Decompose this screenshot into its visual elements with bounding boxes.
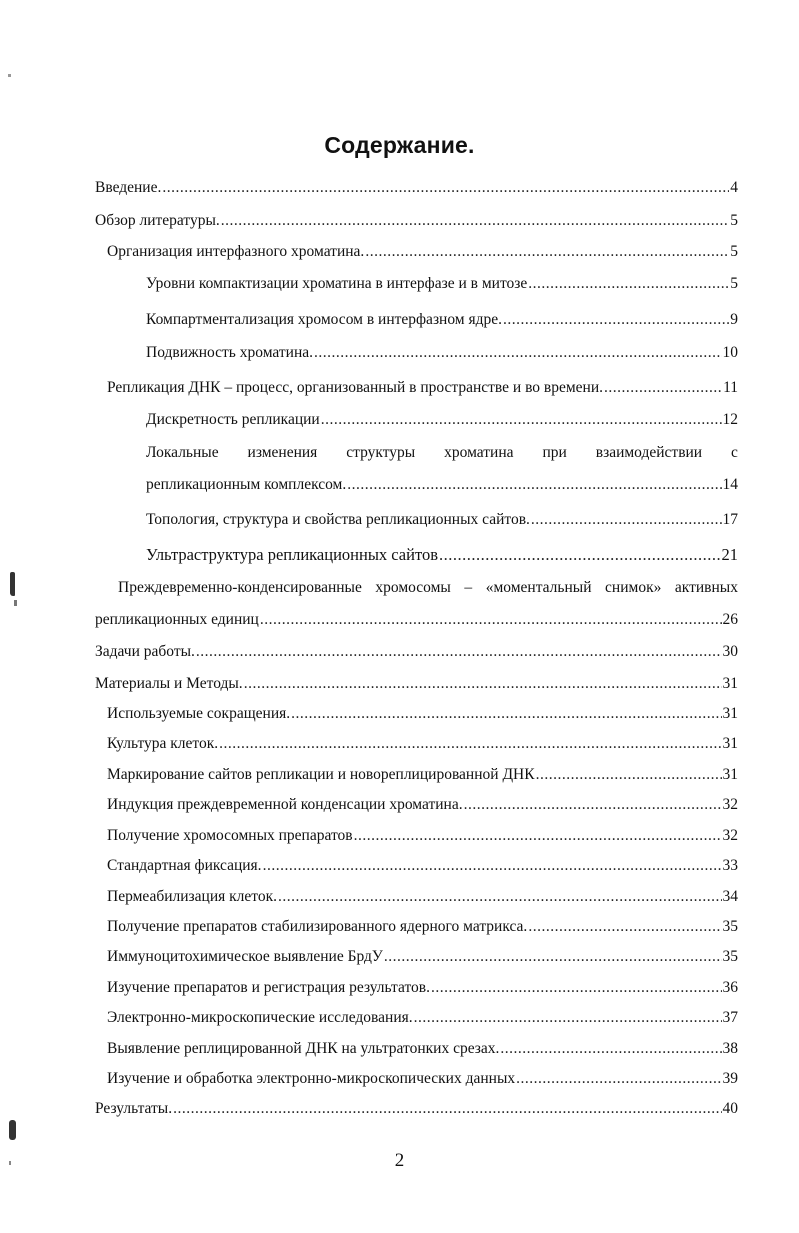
toc-entry-pcc-induction[interactable] — [107, 795, 738, 815]
word: – — [464, 579, 473, 596]
toc-entry-title: Ультраструктура репликационных сайтов — [146, 545, 438, 564]
toc-entry-page: 17 — [722, 511, 738, 528]
toc-entry-page: 5 — [730, 243, 738, 260]
toc-entry-page: 34 — [722, 888, 738, 905]
toc-entry-page: 32 — [722, 796, 738, 813]
toc-entry-page: 4 — [730, 179, 738, 196]
toc-entry-page: 31 — [722, 675, 738, 692]
toc-entry-page: 9 — [730, 311, 738, 328]
scan-speck — [14, 600, 17, 606]
dot-leader — [278, 887, 721, 907]
dot-leader — [528, 274, 729, 294]
toc-entry-pcc-line1 — [118, 578, 738, 598]
toc-entry-page: 10 — [722, 344, 738, 361]
toc-entry-local-changes[interactable] — [146, 475, 738, 495]
toc-entry-title: Организация интерфазного хроматина. — [107, 243, 365, 260]
toc-entry-page: 31 — [722, 735, 738, 752]
word: структуры — [346, 444, 416, 461]
dot-leader — [528, 917, 721, 937]
toc-entry-title: Компартментализация хромосом в интерфазном ядре. — [146, 311, 503, 328]
toc-entry-standard-fixation[interactable] — [107, 856, 738, 876]
toc-entry-em-data-processing[interactable] — [107, 1069, 738, 1089]
toc-entry-page: 31 — [722, 705, 738, 722]
toc-entry-title: Электронно-микроскопические исследования. — [107, 1009, 413, 1026]
toc-entry-title: Культура клеток. — [107, 735, 219, 752]
page-title: Содержание. — [324, 132, 475, 158]
toc-entry-title: Получение препаратов стабилизированного ядерного матрикса. — [107, 918, 528, 935]
toc-entry-replicated-dna[interactable] — [107, 1039, 738, 1059]
word: «моментальный — [485, 579, 592, 596]
dot-leader — [503, 310, 729, 330]
dot-leader — [464, 795, 722, 815]
toc-entry-page: 5 — [730, 212, 738, 229]
word: с — [731, 444, 738, 461]
toc-entry-title: Репликация ДНК – процесс, организованный в пространстве и во времени. — [107, 379, 604, 396]
dot-leader — [260, 610, 722, 630]
toc-entry-page: 36 — [722, 979, 738, 996]
dot-leader — [244, 674, 722, 694]
toc-entry-page: 40 — [722, 1100, 738, 1117]
word: хромосомы — [375, 579, 451, 596]
word: активных — [674, 579, 738, 596]
page-number: 2 — [394, 1150, 405, 1171]
word: при — [542, 444, 567, 461]
dot-leader — [219, 734, 721, 754]
toc-entry-results-registration[interactable] — [107, 978, 738, 998]
toc-entry-title: Результаты. — [95, 1100, 173, 1117]
toc-entry-title: Материалы и Методы. — [95, 675, 243, 692]
toc-entry-replication-sites-ultrastructure[interactable] — [146, 545, 738, 565]
word: снимок» — [605, 579, 662, 596]
toc-entry-page: 11 — [723, 379, 738, 396]
toc-entry-page: 38 — [722, 1040, 738, 1057]
toc-entry-pcc[interactable] — [95, 610, 738, 630]
toc-entry-page: 12 — [722, 411, 738, 428]
word: Преждевременно-конденсированные — [118, 579, 362, 596]
word: взаимодействии — [595, 444, 703, 461]
scan-speck — [8, 74, 11, 77]
dot-leader — [221, 211, 729, 231]
toc-entry-title: Изучение и обработка электронно-микроскопических данных — [107, 1070, 516, 1087]
toc-entry-title: Используемые сокращения. — [107, 705, 291, 722]
dot-leader — [196, 642, 722, 662]
toc-entry-page: 14 — [722, 476, 738, 493]
toc-entry-replication-discreteness[interactable] — [146, 410, 738, 430]
toc-entry-compartmentalization[interactable] — [146, 310, 738, 330]
toc-entry-literature-review[interactable] — [95, 211, 738, 231]
toc-entry-introduction[interactable] — [95, 178, 738, 198]
toc-entry-materials-methods[interactable] — [95, 674, 738, 694]
toc-entry-electron-microscopy[interactable] — [107, 1008, 738, 1028]
toc-entry-chromatin-mobility[interactable] — [146, 343, 738, 363]
toc-entry-title: Получение хромосомных препаратов — [107, 827, 353, 844]
dot-leader — [516, 1069, 721, 1089]
dot-leader — [347, 475, 721, 495]
dot-leader — [291, 704, 721, 724]
toc-entry-abbreviations[interactable] — [107, 704, 738, 724]
toc-entry-page: 35 — [722, 918, 738, 935]
toc-entry-page: 30 — [722, 643, 738, 660]
toc-entry-page: 31 — [722, 766, 738, 783]
toc-entry-nuclear-matrix[interactable] — [107, 917, 738, 937]
toc-entry-title: Индукция преждевременной конденсации хроматина. — [107, 796, 463, 813]
scan-speck — [9, 1161, 11, 1165]
toc-entry-brdu-detection[interactable] — [107, 947, 738, 967]
toc-entry-title: Изучение препаратов и регистрация результатов. — [107, 979, 430, 996]
dot-leader — [173, 1099, 721, 1119]
toc-entry-page: 26 — [722, 611, 738, 628]
dot-leader — [536, 765, 722, 785]
toc-entry-title: Дискретность репликации — [146, 411, 320, 428]
toc-entry-title: репликационным комплексом. — [146, 476, 347, 493]
word: Локальные — [146, 444, 219, 461]
scan-speck — [10, 572, 15, 596]
toc-entry-compaction-levels[interactable] — [146, 274, 738, 294]
toc-entry-page: 33 — [722, 857, 738, 874]
word: изменения — [247, 444, 318, 461]
toc-entry-title: Выявление реплицированной ДНК на ультратонких срезах. — [107, 1040, 500, 1057]
toc-entry-title: Задачи работы. — [95, 643, 195, 660]
toc-entry-results[interactable] — [95, 1099, 738, 1119]
dot-leader — [604, 378, 722, 398]
dot-leader — [500, 1039, 721, 1059]
toc-entry-title: Введение. — [95, 179, 162, 196]
toc-entry-title: репликационных единиц — [95, 611, 259, 628]
dot-leader — [314, 343, 722, 363]
toc-entry-title: Пермеабилизация клеток. — [107, 888, 278, 905]
dot-leader — [321, 410, 722, 430]
toc-entry-local-changes-line1 — [146, 443, 738, 463]
dot-leader — [531, 510, 722, 530]
dot-leader — [162, 178, 729, 198]
toc-entry-page: 21 — [721, 545, 738, 564]
word: хроматина — [444, 444, 514, 461]
dot-leader — [431, 978, 722, 998]
dot-leader — [354, 826, 722, 846]
toc-entry-title: Иммуноцитохимическое выявление БрдУ — [107, 948, 383, 965]
dot-leader — [439, 545, 721, 565]
toc-entry-replication-sites-topology[interactable] — [146, 510, 738, 530]
toc-entry-page: 39 — [722, 1070, 738, 1087]
toc-entry-title: Уровни компактизации хроматина в интерфазе и в митозе — [146, 275, 528, 292]
dot-leader — [384, 947, 722, 967]
toc-entry-dna-replication[interactable] — [107, 378, 738, 398]
toc-entry-chromosome-preparations[interactable] — [107, 826, 738, 846]
dot-leader — [365, 242, 729, 262]
toc-entry-page: 32 — [722, 827, 738, 844]
toc-entry-objectives[interactable] — [95, 642, 738, 662]
dot-leader — [414, 1008, 722, 1028]
toc-entry-cell-culture[interactable] — [107, 734, 738, 754]
toc-entry-title: Подвижность хроматина. — [146, 344, 313, 361]
toc-entry-title: Топология, структура и свойства репликационных сайтов. — [146, 511, 530, 528]
toc-entry-site-labeling[interactable] — [107, 765, 738, 785]
scan-speck — [9, 1120, 16, 1140]
toc-entry-title: Стандартная фиксация. — [107, 857, 262, 874]
dot-leader — [263, 856, 722, 876]
toc-entry-permeabilization[interactable] — [107, 887, 738, 907]
toc-entry-title: Обзор литературы. — [95, 212, 220, 229]
toc-entry-interphase-chromatin[interactable] — [107, 242, 738, 262]
toc-entry-page: 37 — [722, 1009, 738, 1026]
toc-entry-title: Маркирование сайтов репликации и новореплицированной ДНК — [107, 766, 535, 783]
toc-entry-page: 35 — [722, 948, 738, 965]
toc-entry-page: 5 — [730, 275, 738, 292]
